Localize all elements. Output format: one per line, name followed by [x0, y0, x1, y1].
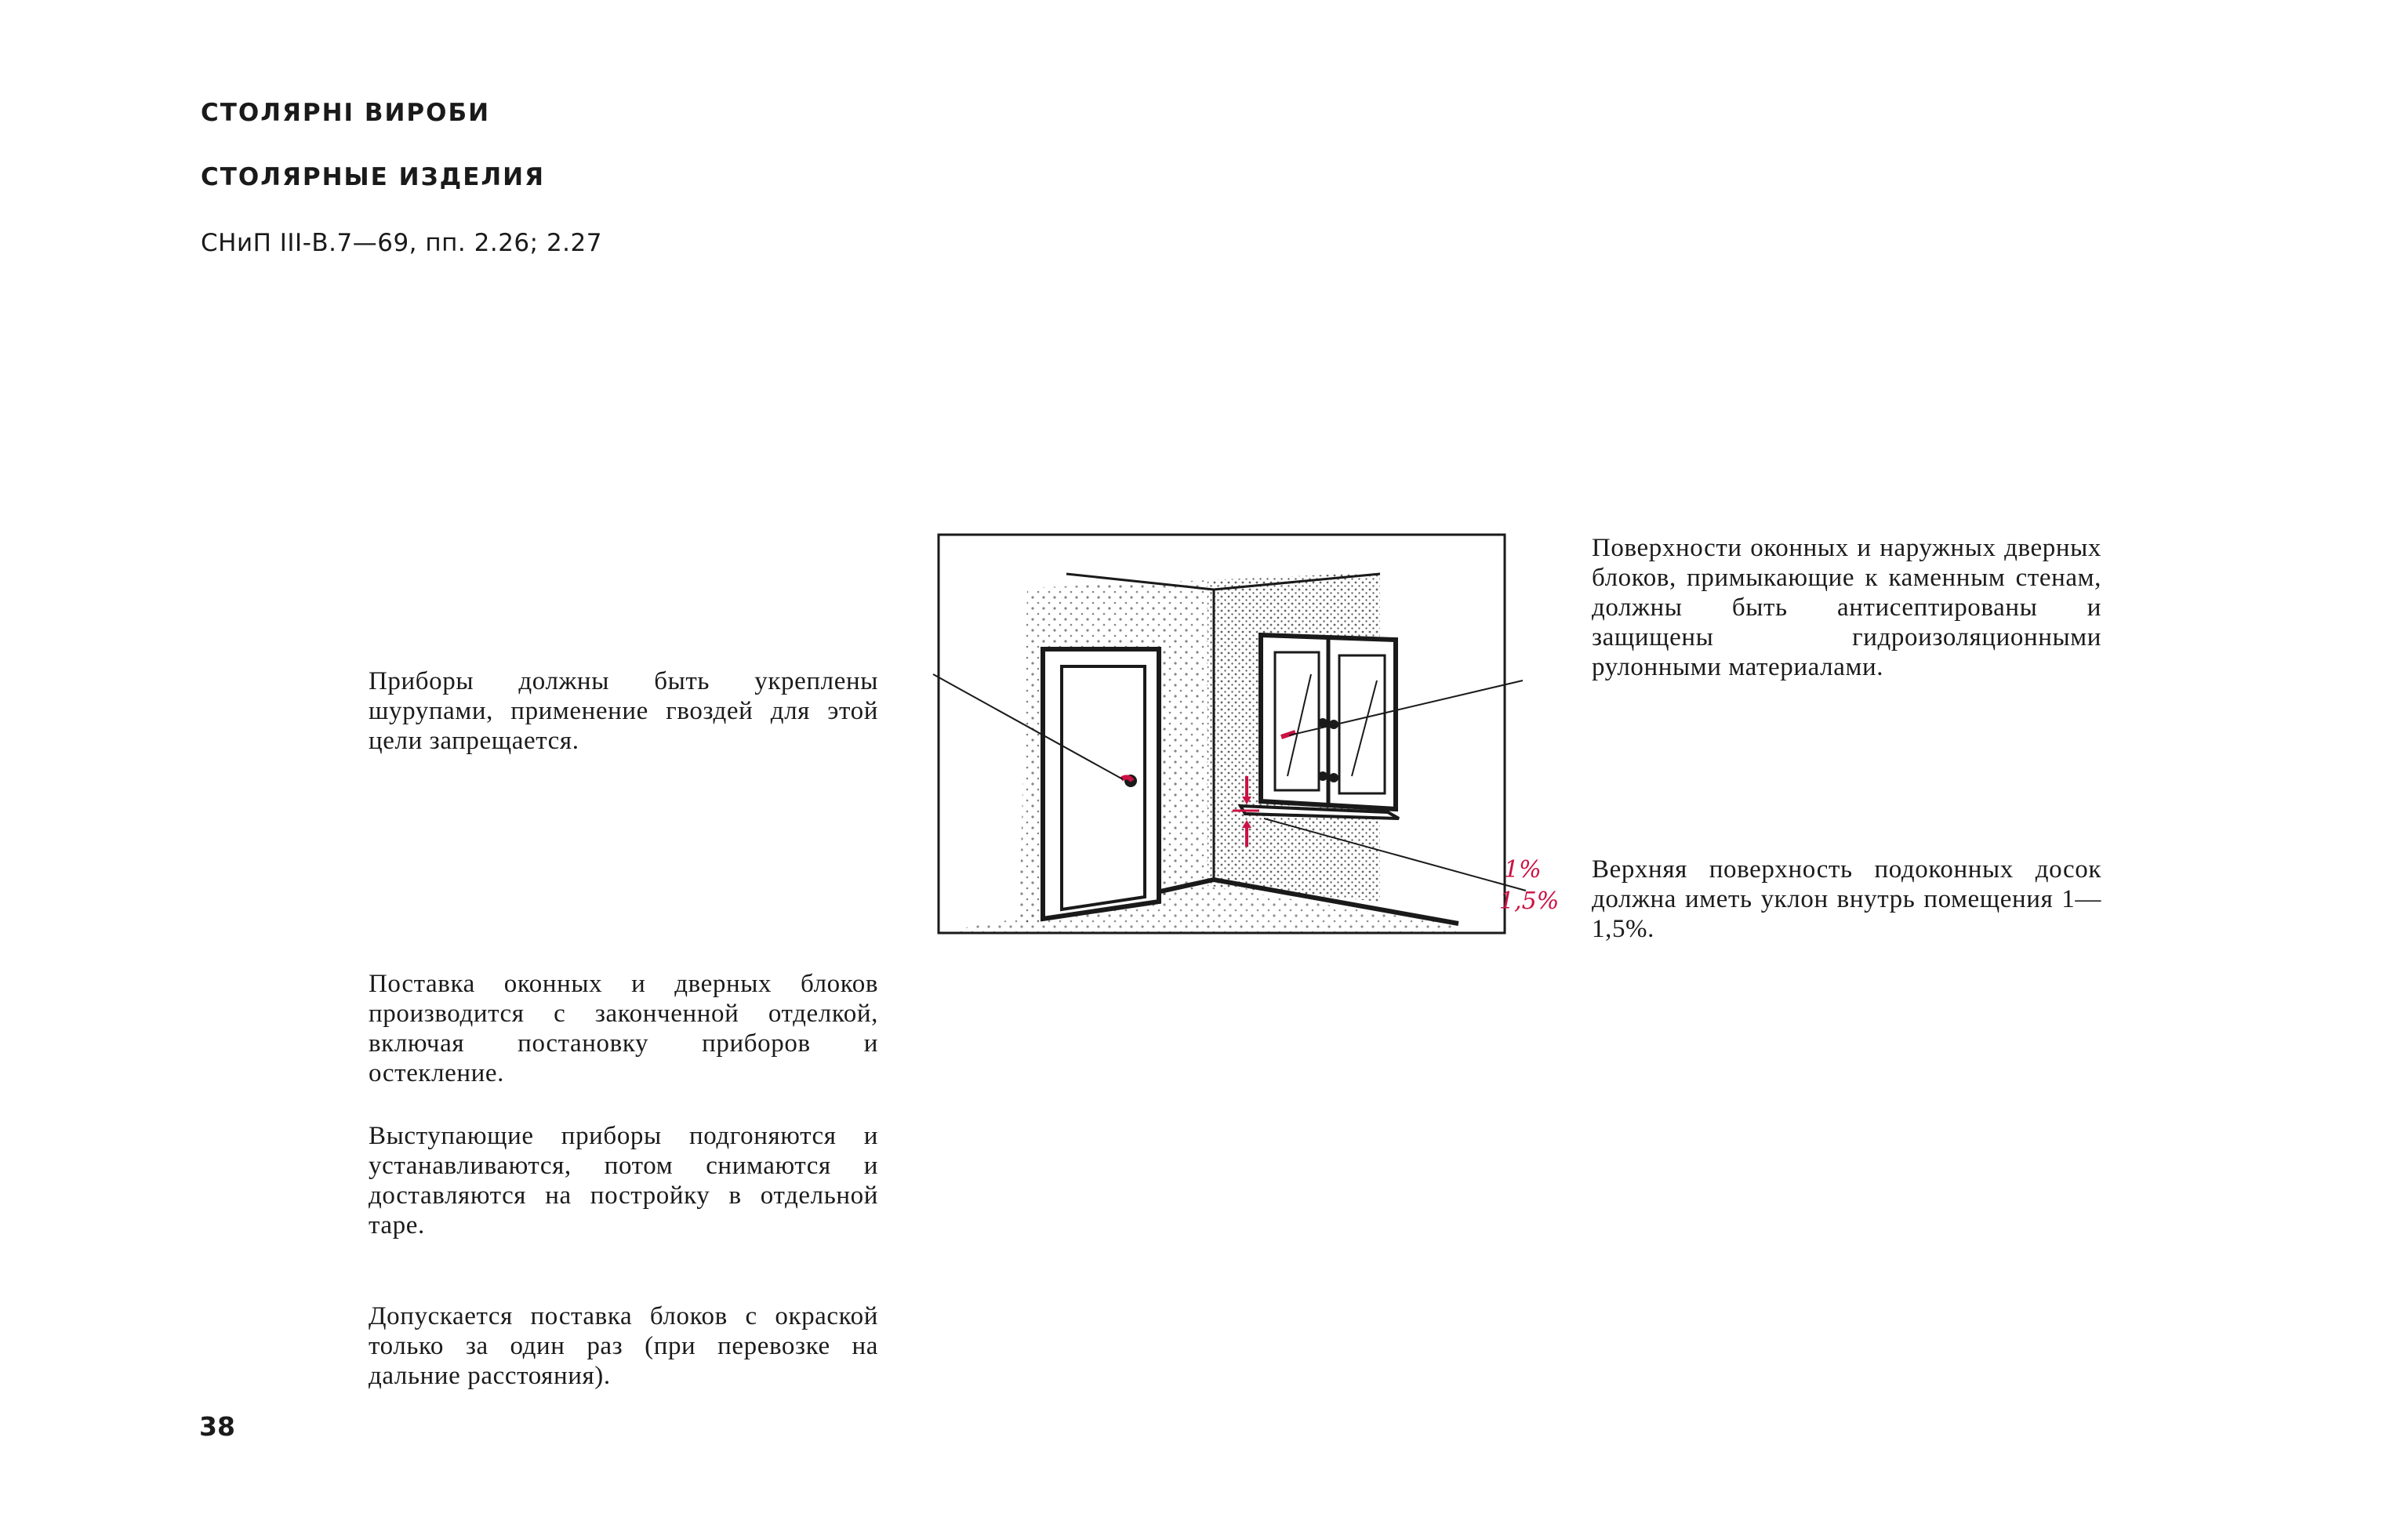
window-handle-icon	[1329, 773, 1338, 782]
left-paragraph-protruding-fixtures: Выступающие приборы подгоняются и устанавливаются, потом снимаются и доставляются на постройку в отдельной таре.	[369, 1122, 878, 1239]
right-paragraph-antiseptic: Поверхности оконных и наружных дверных блоков, примыкающие к каменным стенам, должны быть антисептированы и защищены гидроизоляционными рулонными материалами.	[1592, 534, 2101, 681]
room-corner-illustration	[910, 517, 1560, 956]
slope-label-min: 1%	[1504, 856, 1542, 884]
slope-label-max: 1,5%	[1499, 887, 1560, 915]
section-title-ukrainian: СТОЛЯРНІ ВИРОБИ	[201, 99, 491, 127]
right-paragraph-sill-slope: Верхняя поверхность подоконных досок должна иметь уклон внутрь помещения 1—1,5%.	[1592, 855, 2101, 943]
norm-reference: СНиП III-В.7—69, пп. 2.26; 2.27	[201, 229, 602, 257]
left-paragraph-delivery-finished: Поставка оконных и дверных блоков производится с законченной отделкой, включая постановку приборов и остекление.	[369, 970, 878, 1087]
left-paragraph-painting-allowed: Допускается поставка блоков с окраской только за один раз (при перевозке на дальние расстояния).	[369, 1302, 878, 1390]
page-number: 38	[199, 1411, 235, 1442]
left-paragraph-fixtures-screws: Приборы должны быть укреплены шурупами, применение гвоздей для этой цели запрещается.	[369, 667, 878, 755]
window-handle-icon	[1318, 771, 1327, 781]
section-title-russian: СТОЛЯРНЫЕ ИЗДЕЛИЯ	[201, 163, 545, 191]
